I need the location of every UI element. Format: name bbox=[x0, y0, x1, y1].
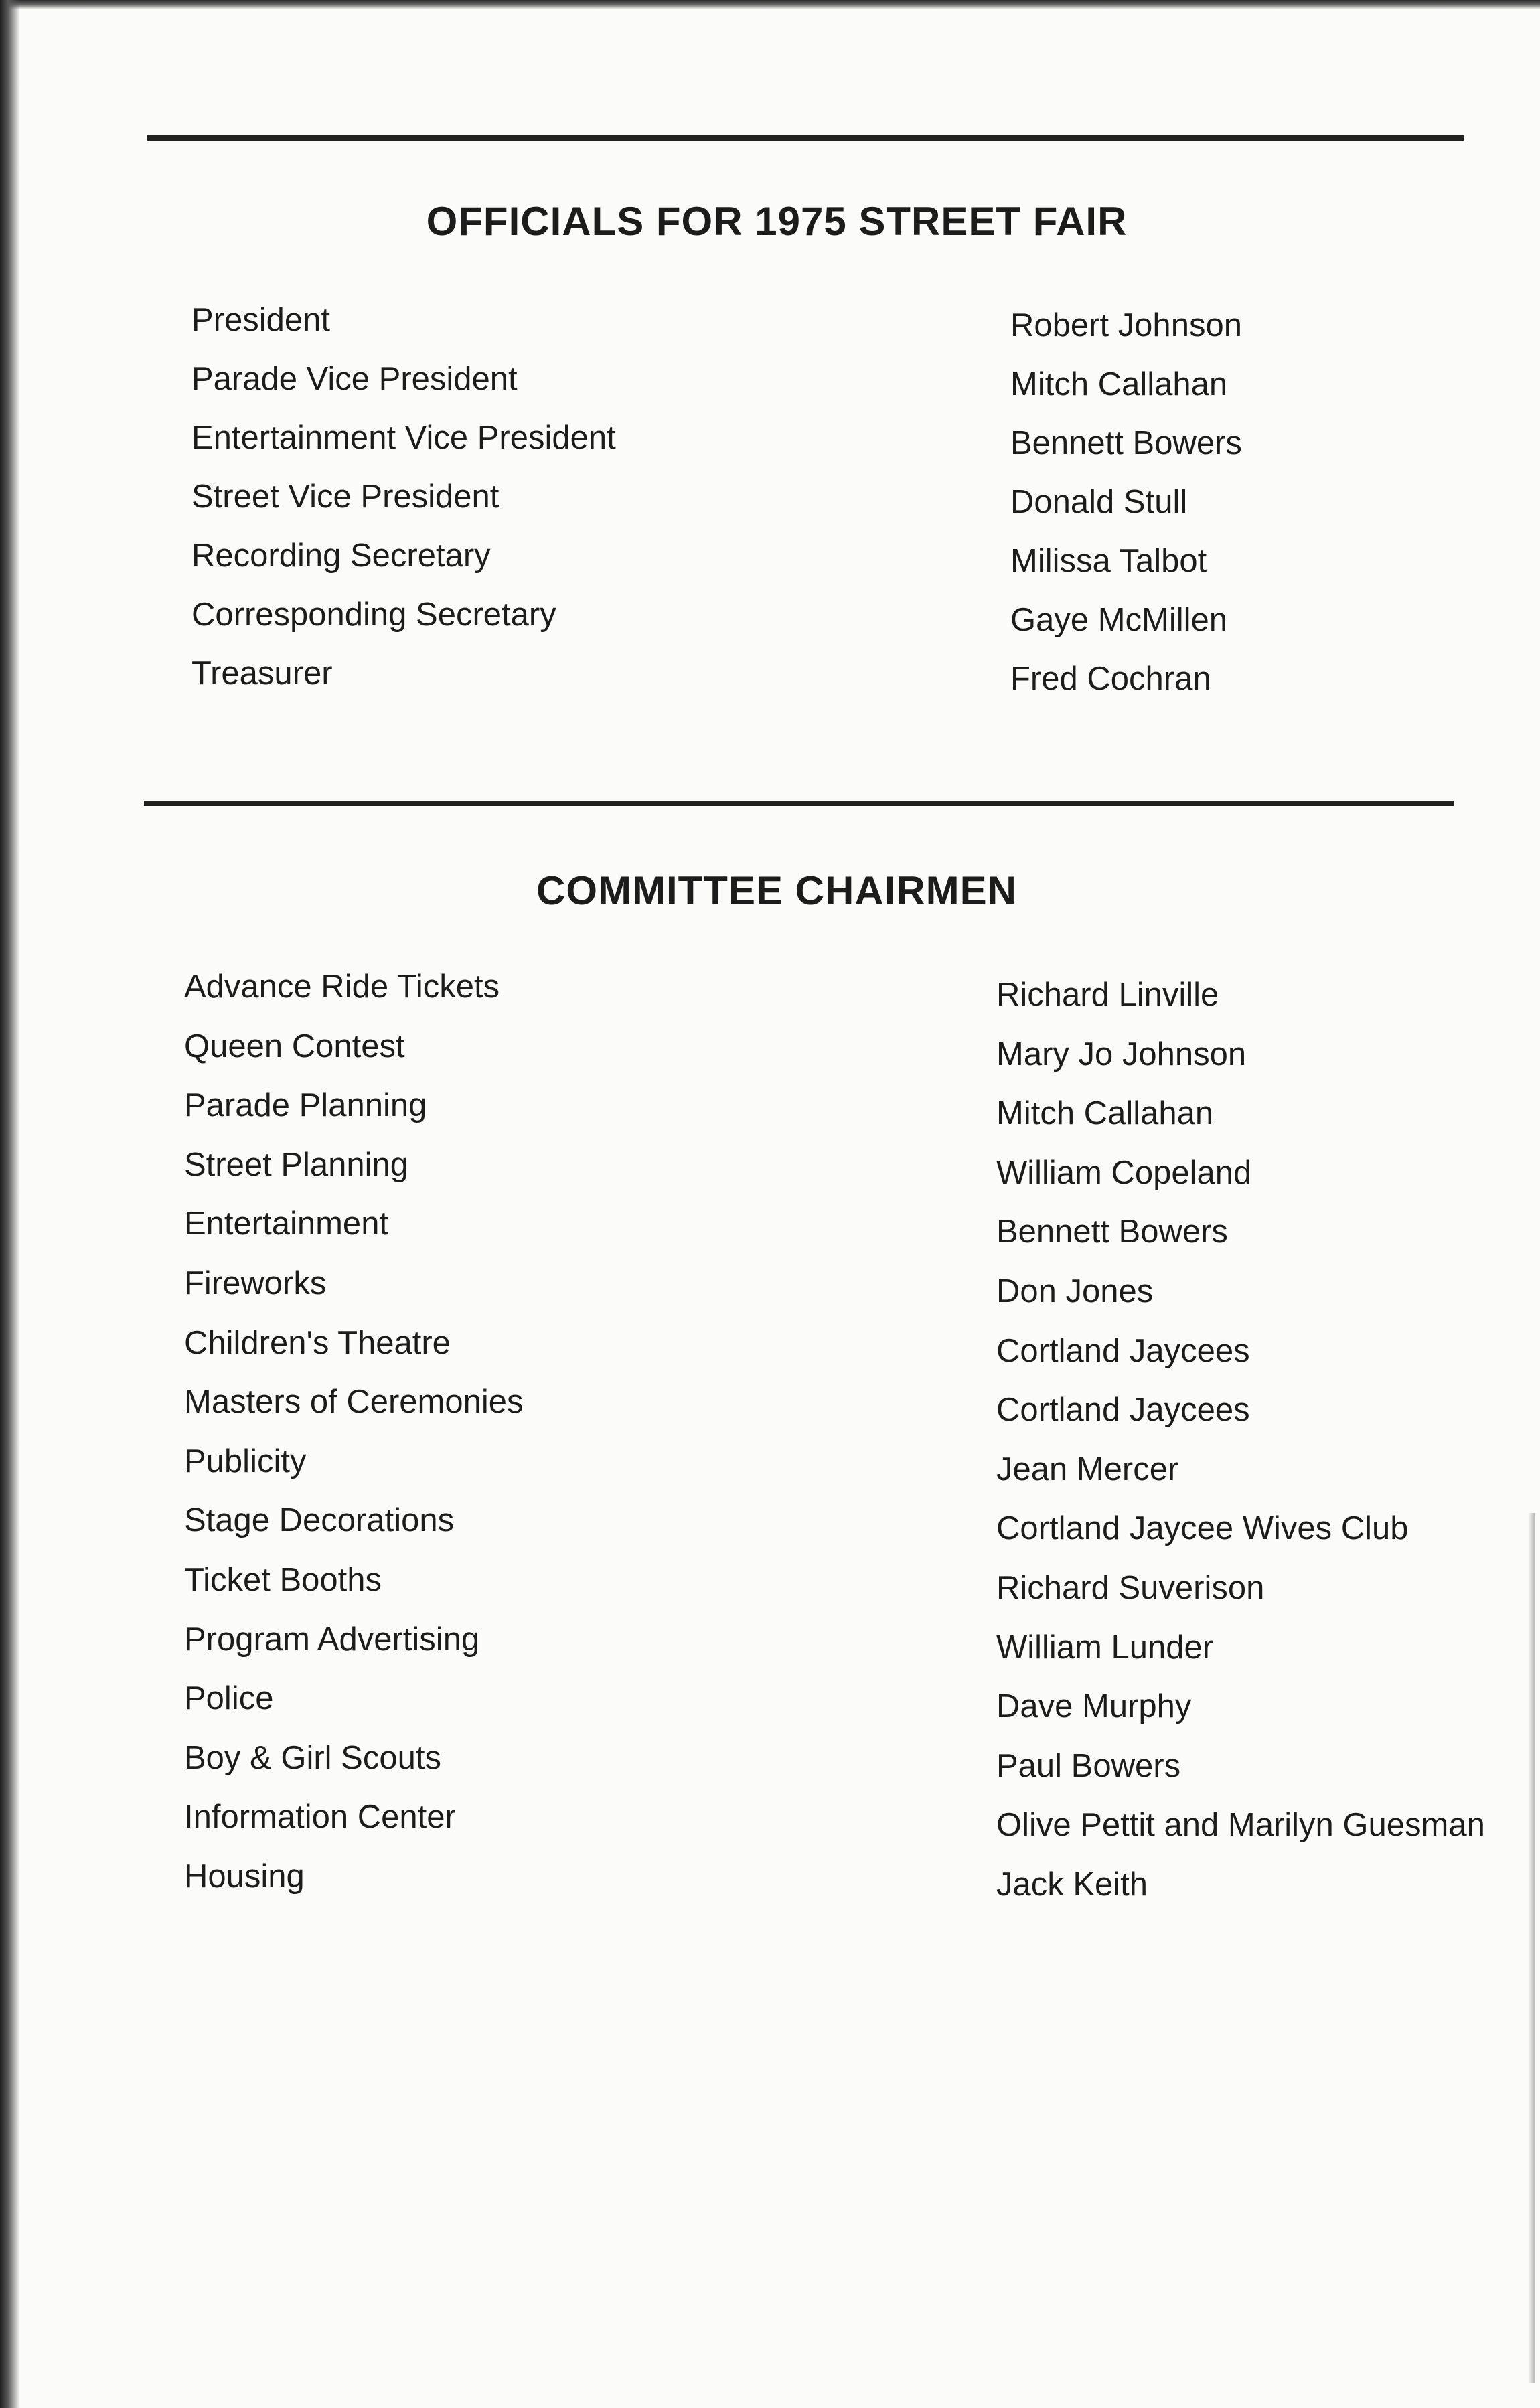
officials-role: Entertainment Vice President bbox=[191, 420, 616, 456]
officials-role: Recording Secretary bbox=[191, 538, 491, 574]
committee-name: Paul Bowers bbox=[996, 1747, 1181, 1784]
officials-name: Bennett Bowers bbox=[1010, 425, 1242, 461]
officials-role: President bbox=[191, 302, 331, 338]
committee-role: Police bbox=[184, 1680, 274, 1717]
committee-name: Don Jones bbox=[996, 1273, 1154, 1309]
middle-divider bbox=[144, 801, 1454, 806]
committee-role: Stage Decorations bbox=[184, 1502, 455, 1539]
committee-name: Mitch Callahan bbox=[996, 1095, 1214, 1132]
page-right-edge bbox=[1528, 1513, 1535, 2383]
program-page bbox=[20, 9, 1540, 2408]
committee-role: Housing bbox=[184, 1858, 305, 1895]
committee-name: William Copeland bbox=[996, 1154, 1252, 1191]
page-top-edge bbox=[0, 0, 1540, 9]
committee-role: Information Center bbox=[184, 1799, 456, 1836]
committee-names-list bbox=[996, 965, 1485, 1915]
committee-role: Children's Theatre bbox=[184, 1324, 451, 1361]
officials-name: Fred Cochran bbox=[1010, 661, 1211, 697]
committee-name: Cortland Jaycees bbox=[996, 1332, 1250, 1369]
committee-roles-list bbox=[184, 957, 524, 1907]
top-divider bbox=[147, 135, 1464, 141]
officials-name: Mitch Callahan bbox=[1010, 366, 1228, 402]
committee-role: Boy & Girl Scouts bbox=[184, 1739, 441, 1776]
officials-names-list bbox=[1010, 296, 1242, 708]
committee-name: Olive Pettit and Marilyn Guesman bbox=[996, 1807, 1485, 1844]
committee-role: Fireworks bbox=[184, 1265, 327, 1301]
officials-role: Street Vice President bbox=[191, 479, 499, 515]
officials-name: Robert Johnson bbox=[1010, 307, 1242, 343]
committee-name: William Lunder bbox=[996, 1629, 1214, 1666]
officials-role: Corresponding Secretary bbox=[191, 596, 556, 633]
committee-name: Richard Linville bbox=[996, 977, 1219, 1013]
committee-role: Advance Ride Tickets bbox=[184, 969, 500, 1005]
committee-role: Ticket Booths bbox=[184, 1561, 382, 1598]
committee-name: Jack Keith bbox=[996, 1866, 1148, 1903]
committee-role: Entertainment bbox=[184, 1206, 389, 1242]
officials-roles-list bbox=[191, 291, 616, 703]
committee-role: Queen Contest bbox=[184, 1028, 405, 1064]
officials-heading: OFFICIALS FOR 1975 STREET FAIR bbox=[426, 199, 1128, 244]
committee-name: Cortland Jaycees bbox=[996, 1392, 1250, 1429]
committee-name: Mary Jo Johnson bbox=[996, 1036, 1247, 1072]
committee-heading: COMMITTEE CHAIRMEN bbox=[536, 868, 1017, 913]
committee-role: Parade Planning bbox=[184, 1087, 427, 1124]
committee-name: Cortland Jaycee Wives Club bbox=[996, 1510, 1409, 1547]
officials-role: Treasurer bbox=[191, 655, 333, 692]
committee-role: Program Advertising bbox=[184, 1621, 480, 1658]
officials-name: Donald Stull bbox=[1010, 484, 1188, 520]
committee-role: Street Planning bbox=[184, 1146, 409, 1183]
committee-name: Bennett Bowers bbox=[996, 1214, 1228, 1251]
committee-role: Publicity bbox=[184, 1443, 307, 1479]
committee-name: Dave Murphy bbox=[996, 1688, 1192, 1725]
page-left-edge bbox=[0, 0, 20, 2408]
officials-role: Parade Vice President bbox=[191, 361, 518, 397]
committee-name: Jean Mercer bbox=[996, 1451, 1179, 1488]
officials-name: Gaye McMillen bbox=[1010, 602, 1228, 638]
committee-role: Masters of Ceremonies bbox=[184, 1384, 524, 1421]
officials-name: Milissa Talbot bbox=[1010, 543, 1207, 579]
committee-name: Richard Suverison bbox=[996, 1569, 1265, 1606]
